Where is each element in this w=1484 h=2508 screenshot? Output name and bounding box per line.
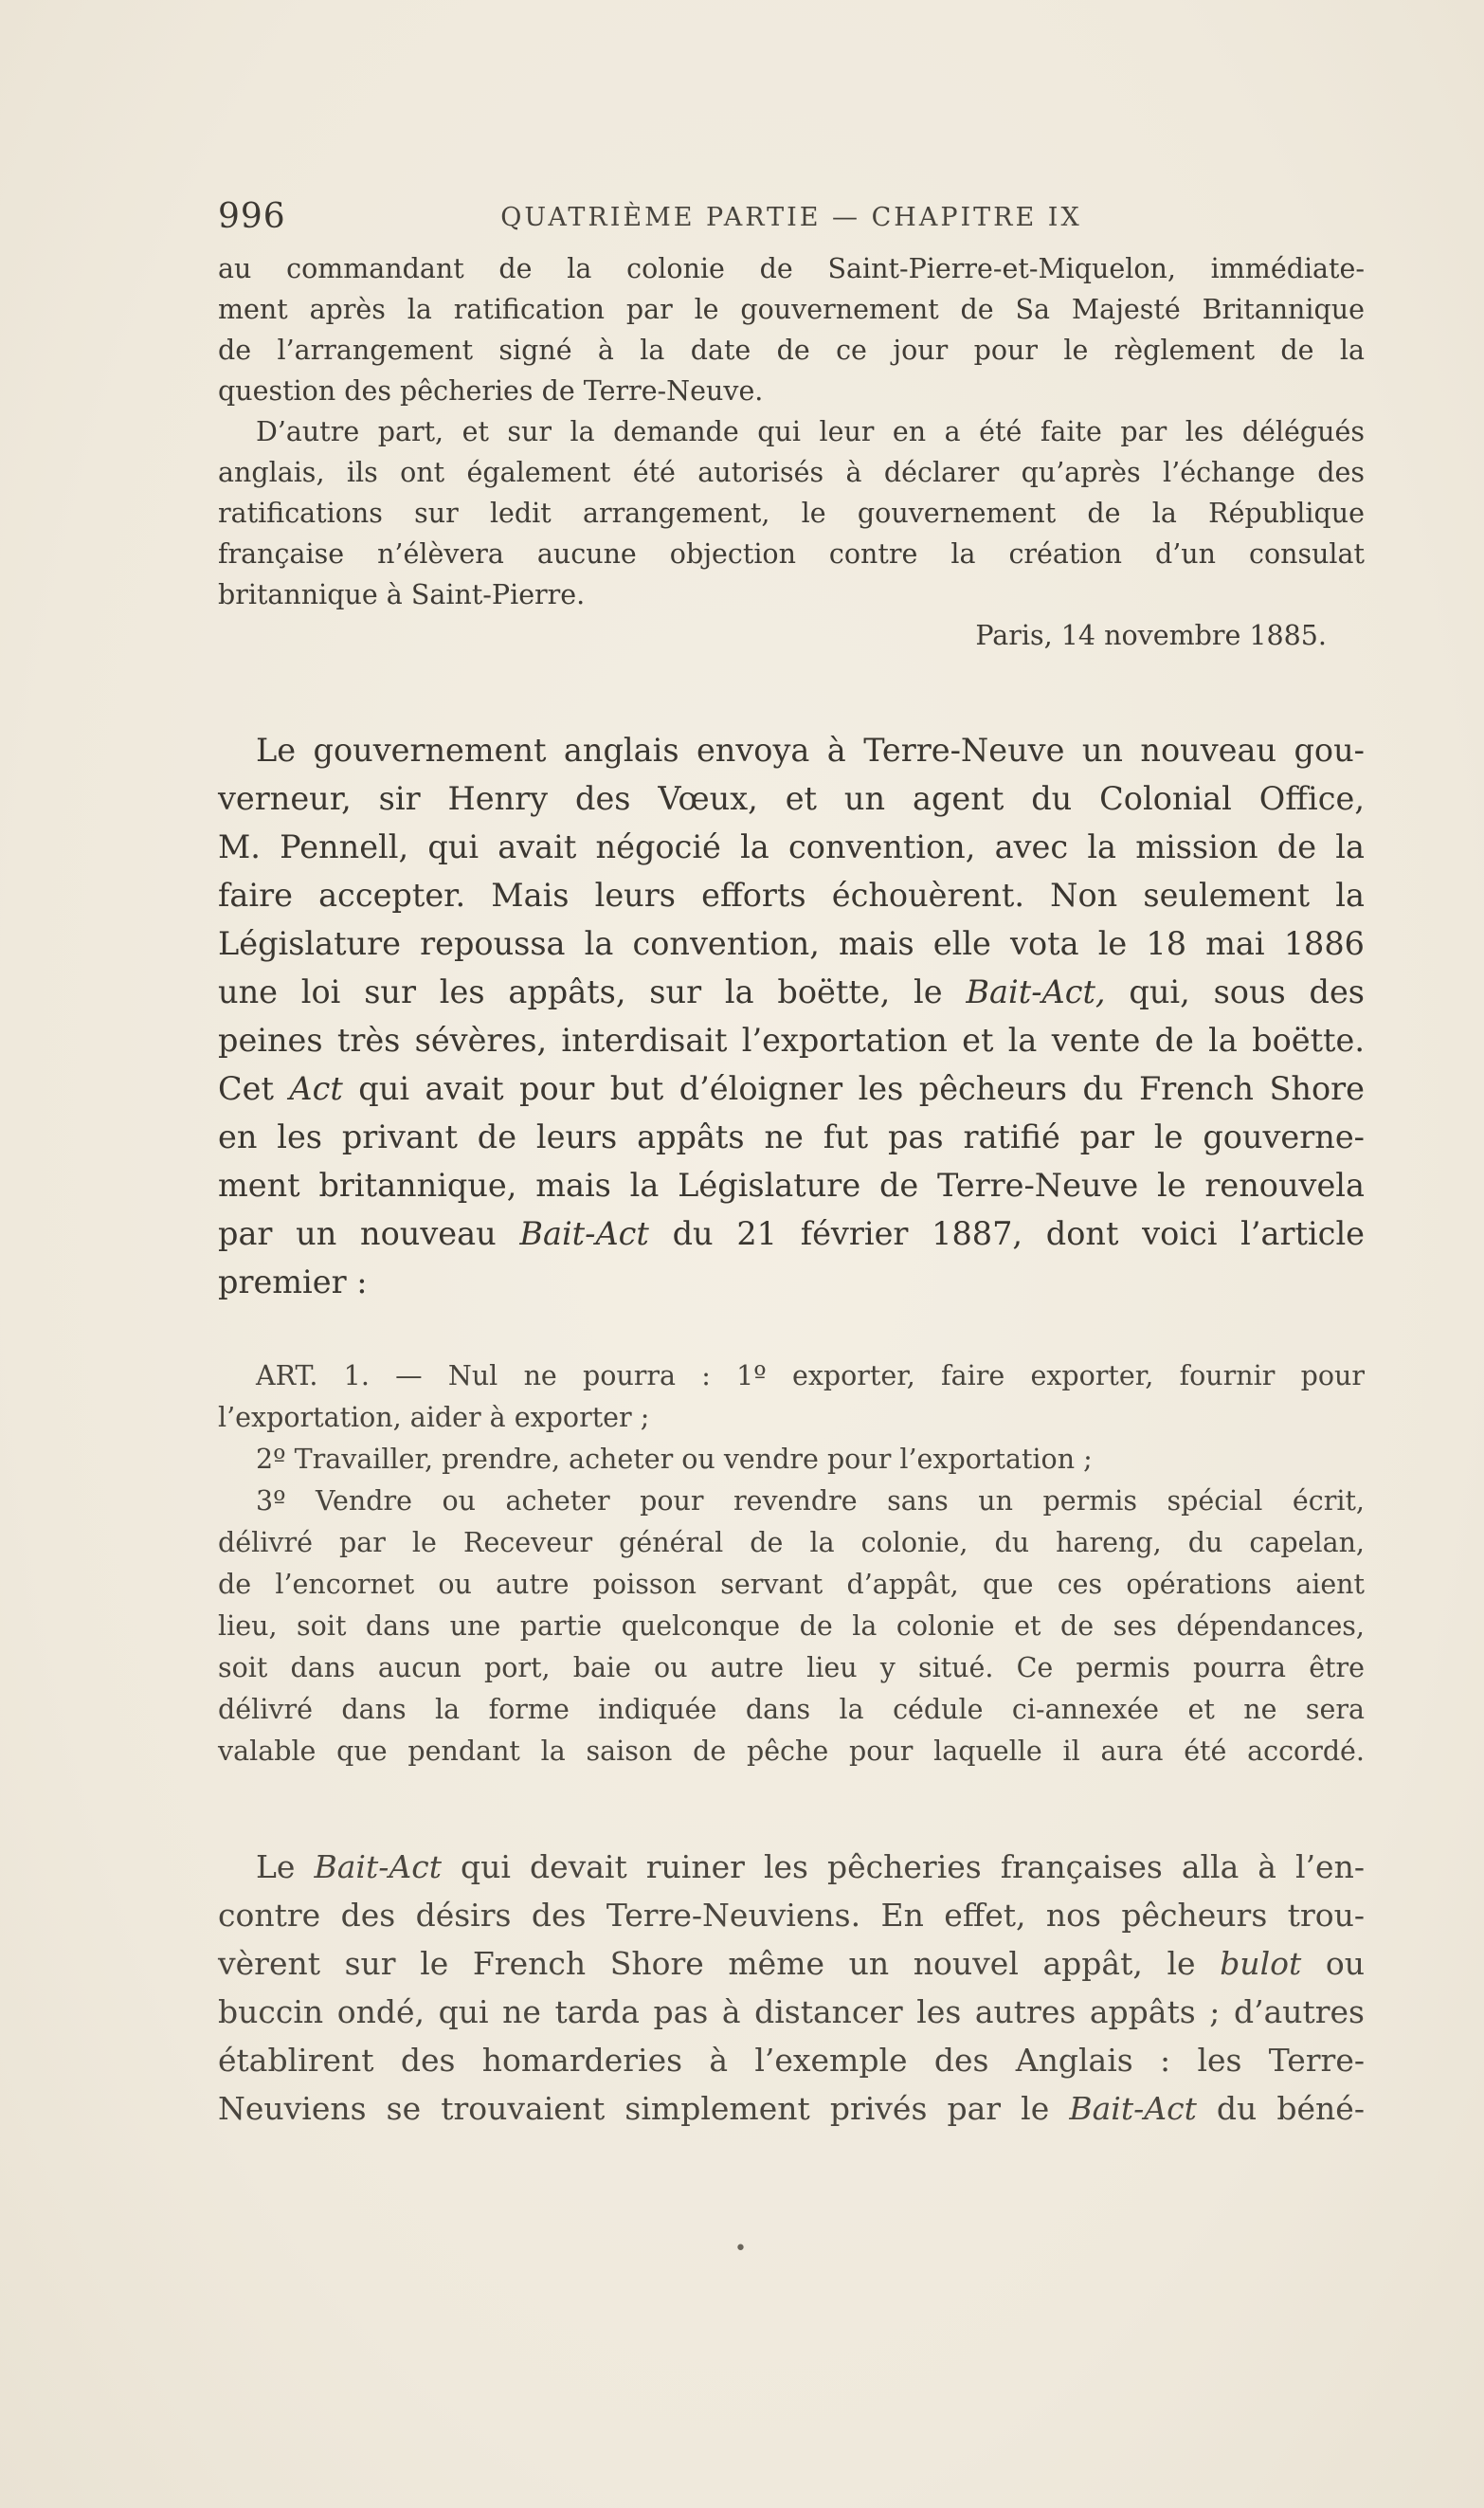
italic-term: bulot: [1220, 1945, 1302, 1982]
text-line: D’autre part, et sur la demande qui leur en a été faite par les délégués: [256, 416, 1365, 447]
text-line: [218, 1209, 1365, 1259]
text-run: du béné-: [1196, 2090, 1365, 2127]
text-line: valable que pendant la saison de pêche pour laquelle il aura été accordé.: [218, 1736, 1365, 1767]
text-line: délivré par le Receveur général de la colonie, du hareng, du capelan,: [218, 1527, 1365, 1558]
text-run: vèrent sur le French Shore même un nouvel appât, le: [218, 1945, 1221, 1982]
signature-date: Paris, 14 novembre 1885.: [975, 620, 1327, 651]
page-number: 996: [218, 197, 286, 236]
text-run: Le: [256, 1848, 315, 1885]
text-line: [256, 1843, 1365, 1891]
text-line: contre des désirs des Terre-Neuviens. En effet, nos pêcheurs trou-: [218, 1897, 1365, 1934]
text-run: ou: [1301, 1945, 1365, 1982]
text-line: soit dans aucun port, baie ou autre lieu y situé. Ce permis pourra être: [218, 1652, 1365, 1683]
text-line: française n’élèvera aucune objection contre la création d’un consulat: [218, 538, 1365, 570]
text-line: 2º Travailler, prendre, acheter ou vendre pour l’exportation ;: [256, 1444, 1093, 1475]
text-line: [218, 2084, 1365, 2133]
text-line: [218, 1064, 1365, 1114]
text-line: anglais, ils ont également été autorisés à déclarer qu’après l’échange des: [218, 457, 1365, 488]
text-line: ment britannique, mais la Législature de Terre-Neuve le renouvela: [218, 1167, 1365, 1204]
text-line: M. Pennell, qui avait négocié la convention, avec la mission de la: [218, 828, 1365, 865]
running-head: QUATRIÈME PARTIE — CHAPITRE IX: [500, 203, 1082, 232]
ink-speck: •: [734, 2237, 747, 2261]
text-run: qui avait pour but d’éloigner les pêcheurs du French Shore: [342, 1070, 1365, 1107]
page-header: [218, 197, 1365, 235]
text-line: 3º Vendre ou acheter pour revendre sans un permis spécial écrit,: [256, 1485, 1365, 1517]
text-line: de l’encornet ou autre poisson servant d’appât, que ces opérations aient: [218, 1569, 1365, 1600]
text-line: délivré dans la forme indiquée dans la cédule ci-annexée et ne sera: [218, 1694, 1365, 1725]
main-paragraph: [218, 726, 1365, 1323]
closing-paragraph: [218, 1843, 1365, 2146]
article-quote: [218, 1355, 1365, 1782]
text-line: ART. 1. — Nul ne pourra : 1º exporter, faire exporter, fournir pour: [256, 1360, 1365, 1391]
text-run: Cet: [218, 1070, 290, 1107]
text-run: une loi sur les appâts, sur la boëtte, le: [218, 973, 967, 1010]
text-line: buccin ondé, qui ne tarda pas à distancer les autres appâts ; d’autres: [218, 1993, 1365, 2030]
treaty-note: [218, 248, 1365, 665]
text-line: Législature repoussa la convention, mais elle vota le 18 mai 1886: [218, 925, 1365, 962]
text-run: par un nouveau: [218, 1215, 520, 1252]
text-line: premier :: [218, 1263, 368, 1300]
text-line: établirent des homarderies à l’exemple des Anglais : les Terre-: [218, 2042, 1365, 2079]
text-line: Le gouvernement anglais envoya à Terre-Neuve un nouveau gou-: [256, 732, 1365, 769]
text-run: qui devait ruiner les pêcheries françaises alla à l’en-: [441, 1848, 1365, 1885]
text-run: qui, sous des: [1105, 973, 1365, 1010]
italic-term: Act: [289, 1070, 343, 1107]
text-line: de l’arrangement signé à la date de ce jour pour le règlement de la: [218, 335, 1365, 366]
text-line: britannique à Saint-Pierre.: [218, 579, 586, 610]
italic-term: Bait-Act: [1069, 2090, 1197, 2127]
text-line: lieu, soit dans une partie quelconque de la colonie et de ses dépendances,: [218, 1610, 1365, 1642]
text-line: peines très sévères, interdisait l’exportation et la vente de la boëtte.: [218, 1022, 1365, 1059]
italic-term: Bait-Act: [519, 1215, 649, 1252]
text-line: faire accepter. Mais leurs efforts échouèrent. Non seulement la: [218, 877, 1365, 914]
italic-term: Bait-Act,: [966, 973, 1106, 1010]
text-line: l’exportation, aider à exporter ;: [218, 1402, 650, 1433]
text-line: [218, 968, 1365, 1017]
text-line: verneur, sir Henry des Vœux, et un agent du Colonial Office,: [218, 780, 1365, 817]
text-line: ment après la ratification par le gouvernement de Sa Majesté Britannique: [218, 294, 1365, 325]
text-line: ratifications sur ledit arrangement, le gouvernement de la République: [218, 498, 1365, 529]
text-line: question des pêcheries de Terre-Neuve.: [218, 375, 764, 407]
text-line: au commandant de la colonie de Saint-Pierre-et-Miquelon, immédiate-: [218, 253, 1365, 284]
text-run: du 21 février 1887, dont voici l’article: [648, 1215, 1365, 1252]
text-line: en les privant de leurs appâts ne fut pas ratifié par le gouverne-: [218, 1118, 1365, 1155]
text-line: [218, 1939, 1365, 1988]
italic-term: Bait-Act: [314, 1848, 442, 1885]
text-run: Neuviens se trouvaient simplement privés par le: [218, 2090, 1070, 2127]
